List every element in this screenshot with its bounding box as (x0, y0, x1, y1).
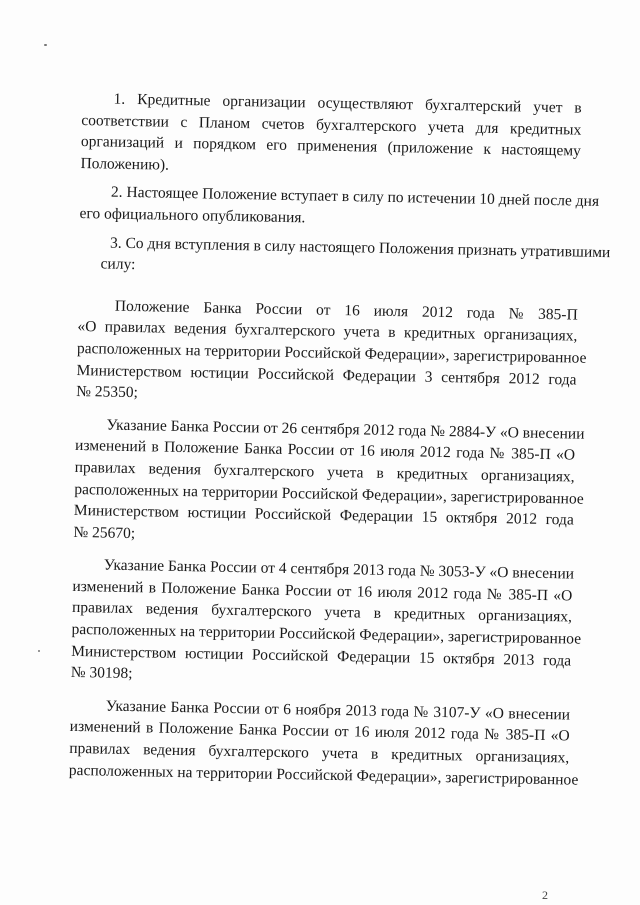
text-line: № 25670; (73, 523, 136, 542)
text-line: расположенных на территории Российской Федерации», зарегистрированное (68, 761, 579, 789)
text-line: его официального опубликования. (79, 204, 306, 227)
text-line: «О правилах ведения бухгалтерского учета в кредитных организациях, (77, 318, 578, 345)
text-line: Министерством юстиции Российской Федерации 3 сентября 2012 года (76, 361, 577, 389)
page-number: 2 (542, 888, 548, 902)
text-line: 1. Кредитные организации осуществляют бухгалтерский учет в (81, 89, 582, 117)
paragraph-7 (68, 695, 579, 791)
text-line: Указание Банка России от 4 сентября 2013 года № 3053-У «О внесении (72, 556, 575, 583)
text-line: силу: (100, 255, 136, 274)
text-line: изменений в Положение Банка России от 16 июля 2012 года № 385-П «О (69, 718, 570, 745)
text-line: изменений в Положение Банка России от 16 июля 2012 года № 385-П «О (72, 577, 573, 605)
text-line: соответствии с Планом счетов бухгалтерского учета для кредитных (81, 111, 582, 139)
scan-speck (38, 650, 40, 652)
text-line: 3. Со дня вступления в силу настоящего Положения признать утратившими (78, 233, 611, 261)
text-line: № 25350; (76, 383, 139, 402)
text-line: Министерством юстиции Российской Федерации 15 октября 2012 года (73, 502, 574, 529)
paragraph-4 (76, 295, 587, 413)
text-line: Указание Банка России от 6 ноября 2013 года № 3107-У «О внесении (69, 696, 571, 724)
text-line: правилах ведения бухгалтерского учета в кредитных организациях, (71, 599, 573, 626)
text-line: расположенных на территории Российской Федерации», зарегистрированное (76, 339, 587, 367)
text-line: Положение Банка России от 16 июля 2012 года № 385-П (77, 296, 578, 324)
text-line: организаций и порядком его применения (приложение к настоящему (80, 133, 582, 160)
text-line: расположенных на территории Российской Федерации», зарегистрированное (71, 620, 582, 648)
text-line: Указание Банка России от 26 сентября 2012 года № 2884-У «О внесении (75, 415, 585, 443)
paragraph-5 (73, 414, 585, 553)
document-body (68, 88, 611, 791)
paragraph-1 (80, 88, 582, 184)
text-line: расположенных на территории Российской Федерации», зарегистрированное (74, 480, 584, 508)
text-line: № 30198; (70, 664, 133, 683)
text-line: Министерством юстиции Российской Федерации 15 октября 2013 года (71, 642, 572, 670)
text-line: 2. Настоящее Положение вступает в силу по истечении 10 дней после дня (79, 183, 600, 211)
paragraph-6 (70, 554, 582, 693)
text-line: правилах ведения бухгалтерского учета в кредитных организациях, (69, 739, 570, 767)
text-line: изменений в Положение Банка России от 16 июля 2012 года № 385-П «О (74, 437, 576, 464)
text-line: Положению). (80, 154, 170, 174)
text-line: правилах ведения бухгалтерского учета в кредитных организациях, (74, 458, 575, 486)
scan-speck (44, 44, 47, 46)
